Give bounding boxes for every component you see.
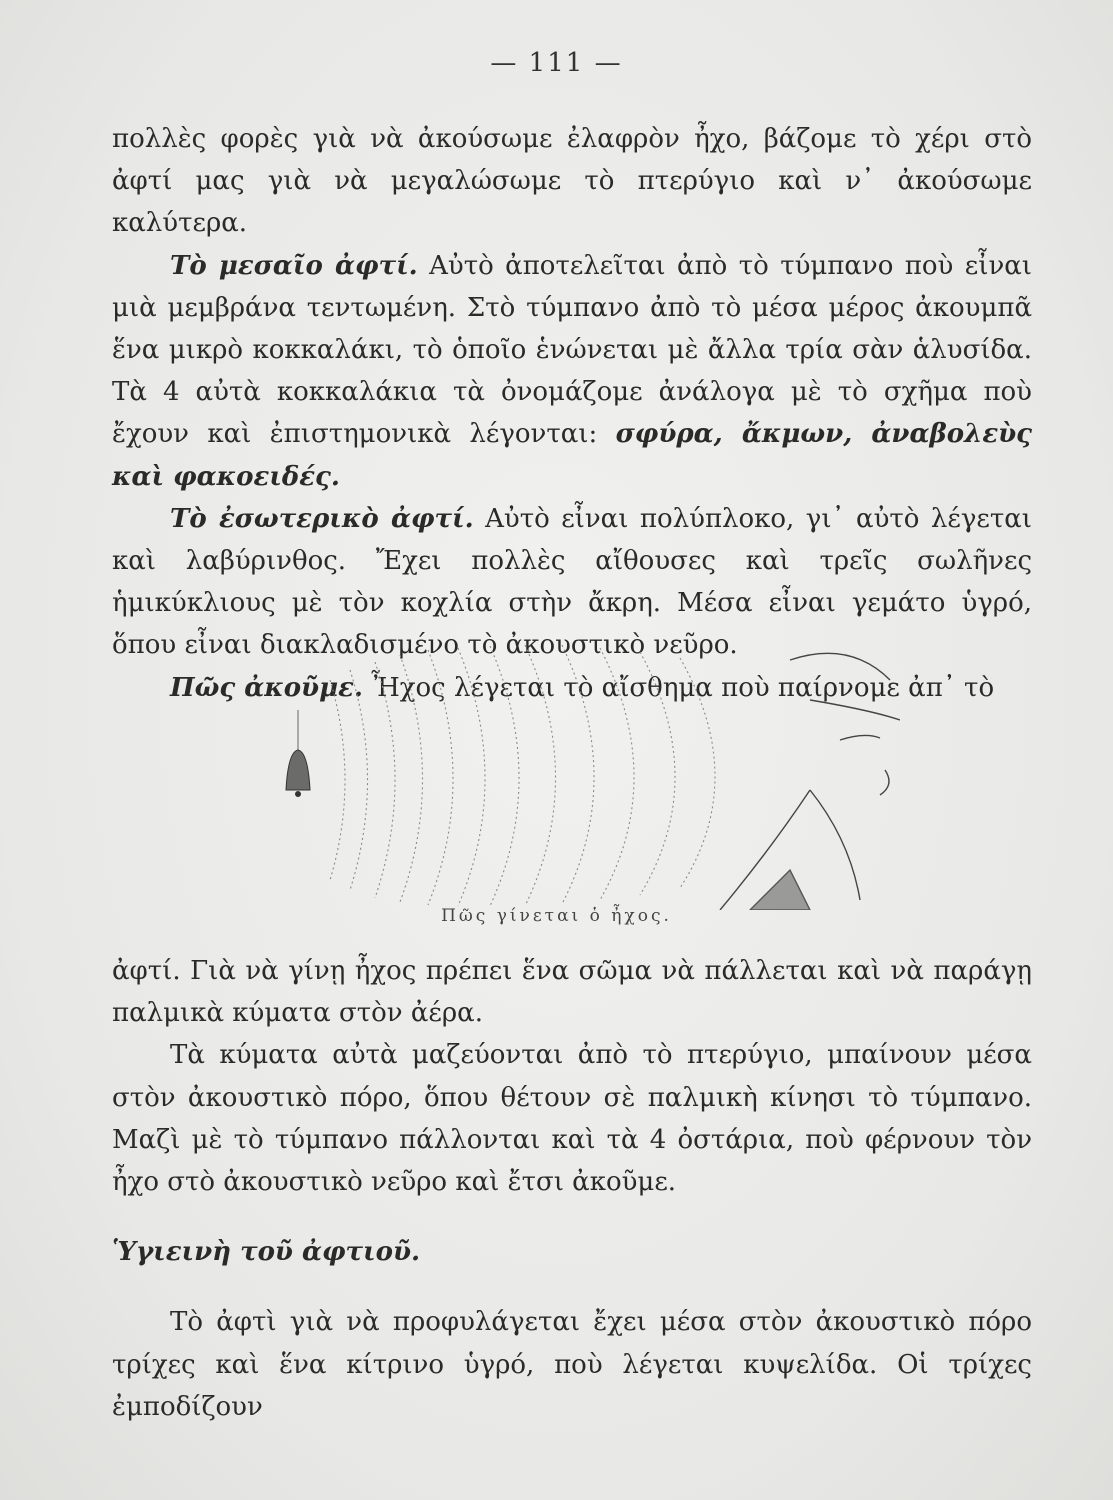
bell-icon	[286, 710, 310, 797]
text-block-top	[112, 118, 1032, 709]
paragraph-text: Αὐτὸ ἀποτελεῖται ἀπὸ τὸ τύμπανο ποὺ εἶναι μιὰ μεμβράνα τεντωμένη. Στὸ τύμπανο ἀπὸ τὸ μέσα μέρος ἀκουμπᾶ ἕνα μικρὸ κοκκαλάκι, τὸ ὁποῖο ἑνώνεται μὲ ἄλλα τρία σὰν ἁλυσίδα. Τὰ 4 αὐτὰ κοκκαλάκια τὰ ὀνομάζομε ἀνάλογα μὲ τὸ σχῆμα ποὺ ἔχουν καὶ ἐπιστημονικὰ λέγονται:	[112, 250, 1032, 450]
section-heading-line	[112, 1231, 1032, 1273]
paragraph-text: Τὸ ἀφτὶ γιὰ νὰ προφυλάγεται ἔχει μέσα στὸν ἀκουστικὸ πόρο τρίχες καὶ ἕνα κίτρινο ὑγρό, ποὺ λέγεται κυψελίδα. Οἱ τρίχες ἐμποδίζουν	[112, 1307, 1032, 1422]
section-heading: Τὸ ἐσωτερικὸ ἀφτί.	[170, 503, 474, 534]
paragraph-text: Αὐτὸ εἶναι πολύπλοκο, γι᾿ αὐτὸ λέγεται καὶ λαβύρινθος. Ἔχει πολλὲς αἴθουσες καὶ τρεῖς σωλῆνες ἡμικύκλιους μὲ τὸν κοχλία στὴν ἄκρη. Μέσα εἶναι γεμάτο ὑγρό, ὅπου εἶναι διακλαδισμένο τὸ ἀκουστικὸ νεῦρο.	[112, 503, 1032, 661]
paragraph	[112, 245, 1032, 498]
page-number: — 111 —	[490, 48, 623, 78]
paragraph-text: πολλὲς φορὲς γιὰ νὰ ἀκούσωμε ἐλαφρὸν ἦχο, βάζομε τὸ χέρι στὸ ἀφτί μας γιὰ νὰ μεγαλώσωμε τὸ πτερύγιο καὶ ν᾿ ἀκούσωμε καλύτερα.	[112, 124, 1032, 239]
paragraph-text: Τὰ κύματα αὐτὰ μαζεύονται ἀπὸ τὸ πτερύγιο, μπαίνουν μέσα στὸν ἀκουστικὸ πόρο, ὅπου θέτουν σὲ παλμικὴ κίνησι τὸ τύμπανο. Μαζὶ μὲ τὸ τύμπανο πάλλονται καὶ τὰ 4 ὀστάρια, ποὺ φέρνουν τὸν ἦχο στὸ ἀκουστικὸ νεῦρο καὶ ἔτσι ἀκοῦμε.	[112, 1040, 1032, 1198]
face-profile-icon	[720, 653, 900, 910]
section-heading: Πῶς ἀκοῦμε.	[170, 672, 363, 703]
sound-illustration	[250, 640, 900, 910]
emphasized-terms: σφύρα, ἄκμων, ἀναβολεὺς καὶ φακοειδές.	[112, 419, 1032, 492]
sound-wave-arcs	[330, 645, 715, 906]
text-block-bottom	[112, 950, 1032, 1428]
paragraph	[112, 1301, 1032, 1428]
section-heading: Ὑγιεινὴ τοῦ ἀφτιοῦ.	[112, 1237, 421, 1268]
paragraph-text: ἀφτί. Γιὰ νὰ γίνῃ ἦχος πρέπει ἕνα σῶμα νὰ πάλλεται καὶ νὰ παράγῃ παλμικὰ κύματα στὸν ἀέρα.	[112, 956, 1032, 1029]
paragraph	[112, 1034, 1032, 1203]
section-heading: Τὸ μεσαῖο ἀφτί.	[170, 250, 418, 281]
paragraph-text: Ἦχος λέγεται τὸ αἴσθημα ποὺ παίρνομε ἀπ᾿ τὸ	[371, 672, 995, 703]
paragraph	[112, 950, 1032, 1034]
paragraph	[112, 118, 1032, 245]
figure-caption: Πῶς γίνεται ὁ ἦχος.	[441, 906, 672, 926]
